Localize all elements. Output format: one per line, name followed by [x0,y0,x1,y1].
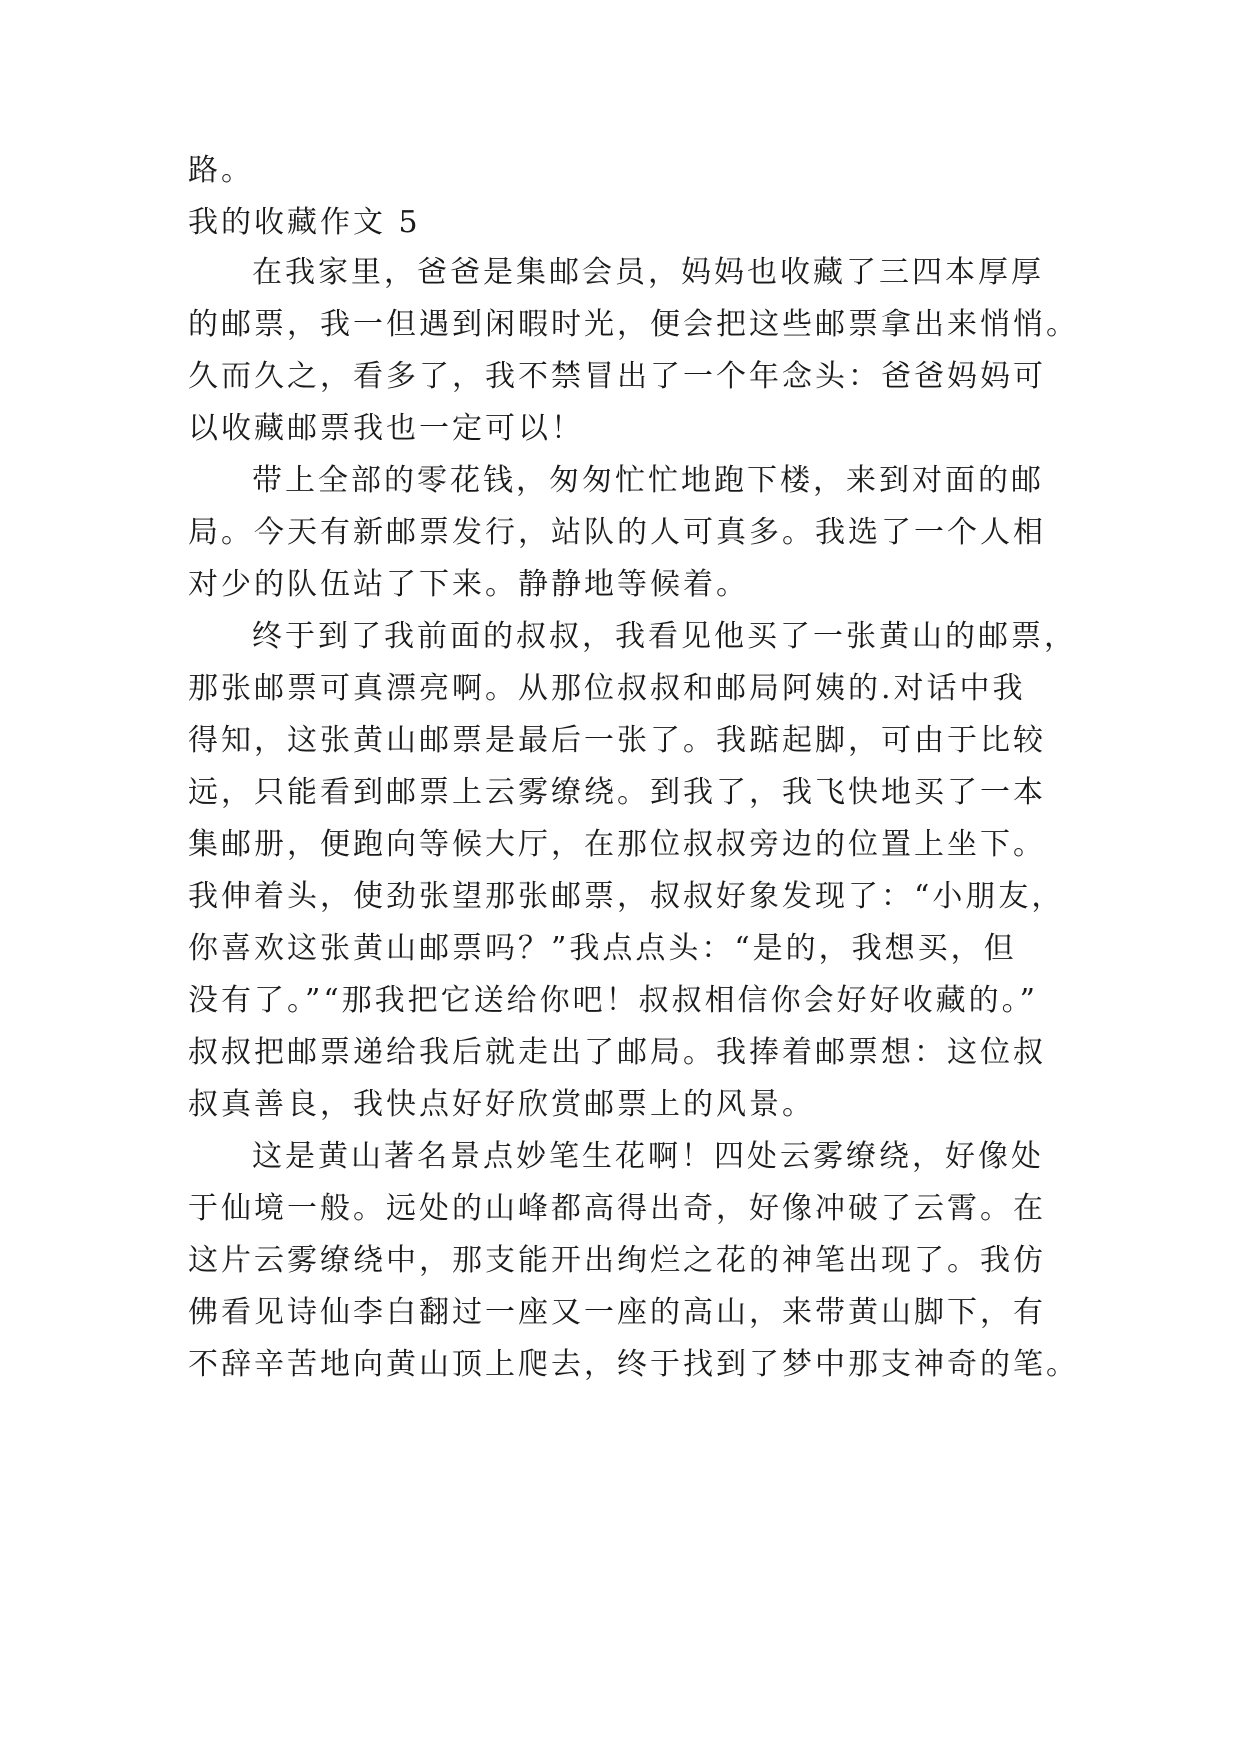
paragraph-line: 不辞辛苦地向黄山顶上爬去，终于找到了梦中那支神奇的笔。 [188,1347,1079,1382]
paragraph-line: 带上全部的零花钱，匆匆忙忙地跑下楼，来到对面的邮 [252,463,1044,498]
paragraph-line: 我伸着头，使劲张望那张邮票，叔叔好象发现了：“小朋友， [188,879,1065,914]
paragraph-line: 久而久之，看多了，我不禁冒出了一个年念头：爸爸妈妈可 [188,359,1046,394]
paragraph-line: 叔真善良，我快点好好欣赏邮票上的风景。 [188,1087,815,1122]
paragraph-line: 佛看见诗仙李白翻过一座又一座的高山，来带黄山脚下，有 [188,1295,1046,1330]
paragraph-line: 局。今天有新邮票发行，站队的人可真多。我选了一个人相 [188,515,1046,550]
paragraph-line: 以收藏邮票我也一定可以！ [188,411,584,446]
paragraph-line: 没有了。”“那我把它送给你吧！叔叔相信你会好好收藏的。” [188,983,1039,1018]
paragraph-line: 得知，这张黄山邮票是最后一张了。我踮起脚，可由于比较 [188,723,1046,758]
paragraph-line: 那张邮票可真漂亮啊。从那位叔叔和邮局阿姨的.对话中我 [188,671,1026,706]
paragraph-line: 叔叔把邮票递给我后就走出了邮局。我捧着邮票想：这位叔 [188,1035,1046,1070]
paragraph-line: 于仙境一般。远处的山峰都高得出奇，好像冲破了云霄。在 [188,1191,1046,1226]
paragraph-line: 这片云雾缭绕中，那支能开出绚烂之花的神笔出现了。我仿 [188,1243,1046,1278]
paragraph-line: 集邮册，便跑向等候大厅，在那位叔叔旁边的位置上坐下。 [188,827,1046,862]
paragraph-line: 这是黄山著名景点妙笔生花啊！四处云雾缭绕，好像处 [252,1139,1044,1174]
paragraph-line: 远，只能看到邮票上云雾缭绕。到我了，我飞快地买了一本 [188,775,1046,810]
text-line: 路。 [188,153,254,188]
section-title: 我的收藏作文 5 [188,205,421,240]
paragraph-line: 在我家里，爸爸是集邮会员，妈妈也收藏了三四本厚厚 [252,255,1044,290]
paragraph-line: 对少的队伍站了下来。静静地等候着。 [188,567,749,602]
paragraph-line: 的邮票，我一但遇到闲暇时光，便会把这些邮票拿出来悄悄。 [188,307,1079,342]
paragraph-line: 你喜欢这张黄山邮票吗？”我点点头：“是的，我想买，但 [188,931,1017,966]
paragraph-line: 终于到了我前面的叔叔，我看见他买了一张黄山的邮票， [252,619,1077,654]
